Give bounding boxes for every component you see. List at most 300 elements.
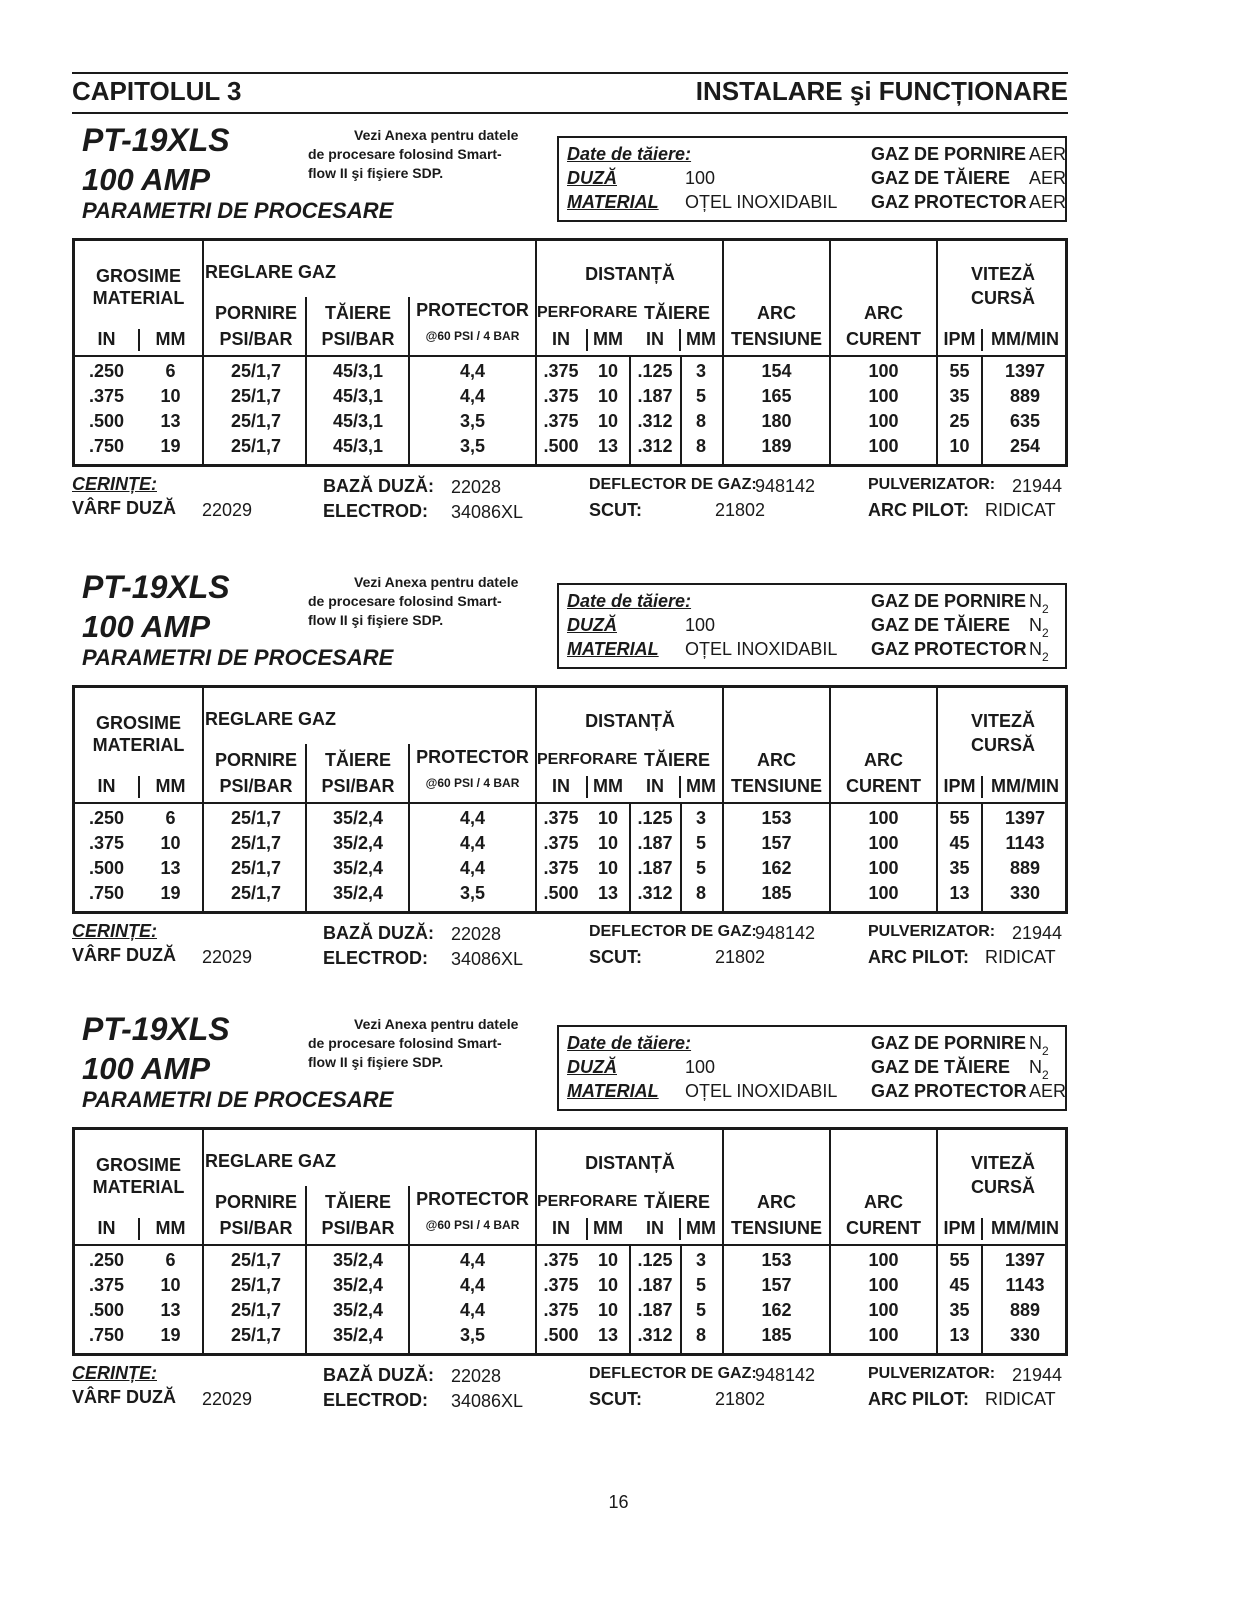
table-cell: 25 (949, 411, 970, 431)
material-label: MATERIAL (567, 192, 659, 212)
header-divider (75, 1244, 1065, 1246)
table-cell: 153 (761, 1250, 792, 1270)
header-ipm: IPM (943, 329, 976, 349)
table-cell: 25/1,7 (230, 436, 282, 456)
table-cell: 5 (695, 386, 706, 406)
base-value: 22028 (451, 924, 502, 944)
table-cell: 165 (761, 386, 792, 406)
table-cell: 100 (868, 833, 899, 853)
column-divider (202, 688, 204, 911)
table-cell: 25/1,7 (230, 411, 282, 431)
cut-gas-label: GAZ DE TĂIERE (871, 168, 1011, 188)
cutting-data-box (557, 583, 1067, 669)
shield-value: 21802 (715, 1389, 766, 1409)
header-start: PORNIRE (214, 750, 297, 770)
table-cell: .375 (543, 833, 579, 853)
tip-label: VÂRF DUZĂ (72, 945, 176, 965)
column-speed-ipm (938, 1248, 981, 1348)
table-cell: 4,4 (459, 808, 486, 828)
column-pierce-mm (587, 359, 629, 459)
table-cell: .500 (543, 883, 579, 903)
table-cell: 6 (165, 808, 176, 828)
table-cell: 45/3,1 (332, 411, 384, 431)
header-in: IN (97, 1218, 116, 1238)
table-cell: .375 (543, 1300, 579, 1320)
electrode-label: ELECTROD: (323, 1390, 428, 1410)
table-cell: 35/2,4 (332, 883, 384, 903)
shield-label: SCUT: (589, 1389, 642, 1409)
pilot-arc-label: ARC PILOT: (868, 947, 969, 967)
nozzle-label: DUZĂ (567, 168, 617, 188)
base-value: 22028 (451, 477, 502, 497)
table-cell: 25/1,7 (230, 1250, 282, 1270)
column-start-psi (205, 806, 307, 906)
table-cell: .375 (543, 1250, 579, 1270)
column-thickness-in (75, 359, 138, 459)
header-material: MATERIAL (92, 735, 185, 755)
table-cell: 157 (761, 833, 792, 853)
table-cell: 25/1,7 (230, 883, 282, 903)
chapter-number: CAPITOLUL 3 (72, 76, 242, 106)
column-start-psi (205, 359, 307, 459)
table-cell: .250 (88, 361, 125, 381)
header-grosime: GROSIME (95, 713, 181, 733)
process-parameter-table (72, 685, 1068, 914)
column-thickness-mm (139, 1248, 202, 1348)
table-cell: 1397 (1004, 361, 1046, 381)
header-mm-min: MM/MIN (991, 776, 1059, 796)
section-subtitle: PARAMETRI DE PROCESARE (82, 645, 394, 670)
table-cell: 3,5 (459, 883, 486, 903)
table-cell: 35/2,4 (332, 858, 384, 878)
column-cut-height-mm (680, 359, 722, 459)
section-subtitle: PARAMETRI DE PROCESARE (82, 1087, 394, 1112)
atomizer-label: PULVERIZATOR: (868, 476, 996, 493)
table-cell: 5 (695, 1275, 706, 1295)
amperage: 100 AMP (82, 162, 211, 197)
column-thickness-in (75, 806, 138, 906)
deflector-label: DEFLECTOR DE GAZ: (589, 476, 757, 493)
header-travel: CURSĂ (970, 1177, 1035, 1197)
column-shield-gas (410, 1248, 535, 1348)
table-cell: 25/1,7 (230, 858, 282, 878)
header-mm-min: MM/MIN (991, 329, 1059, 349)
table-cell: 13 (949, 1325, 970, 1345)
column-cut-height-in (631, 806, 679, 906)
nozzle-value: 100 (685, 615, 716, 635)
table-cell: 25/1,7 (230, 361, 282, 381)
header-arc-voltage: ARC (757, 750, 796, 770)
material-value: OȚEL INOXIDABIL (685, 1081, 838, 1101)
table-cell: 889 (1009, 858, 1041, 878)
table-cell: .500 (88, 1300, 125, 1320)
table-cell: 3 (695, 808, 706, 828)
process-parameter-table (72, 1127, 1068, 1356)
table-cell: .500 (543, 436, 579, 456)
header-voltage: TENSIUNE (730, 776, 822, 796)
table-cell: .312 (637, 883, 673, 903)
deflector-value: 948142 (755, 1365, 816, 1385)
header-speed: VITEZĂ (970, 711, 1035, 731)
atomizer-label: PULVERIZATOR: (868, 923, 996, 940)
table-cell: 10 (949, 436, 970, 456)
header-grosime: GROSIME (95, 266, 181, 286)
note-line: Vezi Anexa pentru datele (354, 1016, 519, 1032)
table-cell: 35 (949, 858, 970, 878)
electrode-label: ELECTROD: (323, 501, 428, 521)
header-cut: TĂIERE (324, 750, 391, 770)
header-current: CURENT (846, 1218, 921, 1238)
table-cell: 10 (597, 808, 619, 828)
table-cell: 3,5 (459, 1325, 486, 1345)
column-speed-mm-min (982, 359, 1068, 459)
note-line: Vezi Anexa pentru datele (354, 127, 519, 143)
requirements-title: CERINȚE: (72, 1363, 157, 1383)
table-cell: 19 (160, 436, 181, 456)
table-cell: 635 (1009, 411, 1041, 431)
header-voltage: TENSIUNE (730, 329, 822, 349)
table-cell: .750 (88, 436, 125, 456)
table-cell: 35/2,4 (332, 833, 384, 853)
tip-label: VÂRF DUZĂ (72, 1387, 176, 1407)
header-psibar-start: PSI/BAR (219, 329, 293, 349)
header-gas-settings: REGLARE GAZ (205, 262, 337, 282)
header-mm-min: MM/MIN (991, 1218, 1059, 1238)
table-cell: 8 (695, 1325, 706, 1345)
table-cell: 10 (597, 411, 619, 431)
pilot-arc-value: RIDICAT (985, 1389, 1056, 1409)
electrode-value: 34086XL (451, 1391, 524, 1411)
column-arc-voltage (724, 806, 829, 906)
requirements (0, 1361, 1237, 1411)
note-line: flow II şi fişiere SDP. (308, 612, 444, 628)
appendix-note (308, 1015, 536, 1072)
parameter-section (0, 957, 1237, 1411)
table-cell: 10 (160, 833, 181, 853)
table-cell: 180 (761, 411, 792, 431)
start-gas-value: AER (1029, 144, 1067, 164)
material-value: OȚEL INOXIDABIL (685, 639, 838, 659)
table-cell: 35/2,4 (332, 1325, 384, 1345)
table-cell: 19 (160, 883, 181, 903)
header-psibar-cut: PSI/BAR (321, 1218, 395, 1238)
nozzle-value: 100 (685, 1057, 716, 1077)
table-cell: 25/1,7 (230, 1275, 282, 1295)
header-shield: PROTECTOR (416, 747, 529, 767)
table-cell: 162 (761, 858, 792, 878)
header-psibar-cut: PSI/BAR (321, 329, 395, 349)
material-label: MATERIAL (567, 639, 659, 659)
table-cell: .250 (88, 808, 125, 828)
table-cell: 154 (761, 361, 792, 381)
table-cell: 45 (949, 1275, 970, 1295)
table-cell: 100 (868, 1325, 899, 1345)
column-speed-mm-min (982, 806, 1068, 906)
table-cell: .312 (637, 411, 673, 431)
column-arc-current (831, 1248, 936, 1348)
table-cell: .125 (637, 1250, 673, 1270)
table-cell: .375 (543, 386, 579, 406)
table-cell: .250 (88, 1250, 125, 1270)
header-psi-note: @60 PSI / 4 BAR (425, 776, 520, 790)
table-cell: 3,5 (459, 436, 486, 456)
header-psi-note: @60 PSI / 4 BAR (425, 329, 520, 343)
torch-model: PT-19XLS (82, 569, 230, 605)
table-cell: 55 (949, 808, 970, 828)
table-cell: 10 (597, 361, 619, 381)
table-cell: 45/3,1 (332, 436, 384, 456)
table-cell: .500 (88, 858, 125, 878)
page-number: 16 (608, 1492, 629, 1512)
material-value: OȚEL INOXIDABIL (685, 192, 838, 212)
base-label: BAZĂ DUZĂ: (323, 1365, 434, 1385)
header-speed: VITEZĂ (970, 264, 1035, 284)
table-cell: 35/2,4 (332, 1275, 384, 1295)
table-cell: 10 (597, 833, 619, 853)
header-current: CURENT (846, 776, 921, 796)
table-cell: 8 (695, 436, 706, 456)
table-cell: .375 (543, 808, 579, 828)
table-cell: 254 (1009, 436, 1041, 456)
header-divider (75, 355, 1065, 357)
table-cell: .187 (637, 386, 673, 406)
header-cut-mm: MM (686, 1218, 716, 1238)
cut-gas-value: AER (1029, 168, 1067, 188)
base-label: BAZĂ DUZĂ: (323, 923, 434, 943)
column-thickness-mm (139, 359, 202, 459)
header-cut-height: TĂIERE (643, 1192, 710, 1212)
table-cell: 4,4 (459, 386, 486, 406)
header-pierce: PERFORARE (537, 1193, 638, 1210)
table-cell: 1397 (1004, 1250, 1046, 1270)
header-mm: MM (155, 1218, 186, 1238)
table-cell: 55 (949, 1250, 970, 1270)
header-pierce: PERFORARE (537, 304, 638, 321)
column-pierce-in (537, 806, 585, 906)
header-shield: PROTECTOR (416, 300, 529, 320)
table-cell: 35 (949, 1300, 970, 1320)
header-psibar-start: PSI/BAR (219, 776, 293, 796)
header-cut-in: IN (646, 1218, 664, 1238)
cut-data-title: Date de tăiere: (567, 591, 692, 611)
table-cell: 45 (949, 833, 970, 853)
table-cell: 13 (160, 858, 181, 878)
start-gas-value: $N_2$ (1029, 591, 1049, 616)
electrode-label: ELECTROD: (323, 948, 428, 968)
cut-data-title: Date de tăiere: (567, 144, 692, 164)
table-cell: 100 (868, 411, 899, 431)
column-pierce-mm (587, 1248, 629, 1348)
table-cell: 25/1,7 (230, 386, 282, 406)
tip-label: VÂRF DUZĂ (72, 498, 176, 518)
header-pierce-mm: MM (593, 1218, 623, 1238)
table-cell: 185 (761, 883, 792, 903)
table-cell: 25/1,7 (230, 808, 282, 828)
note-line: Vezi Anexa pentru datele (354, 574, 519, 590)
start-gas-value: $N_2$ (1029, 1033, 1049, 1058)
header-pierce-in: IN (552, 776, 570, 796)
column-cut-psi (307, 359, 409, 459)
header-pierce: PERFORARE (537, 751, 638, 768)
column-cut-psi (307, 806, 409, 906)
table-cell: 100 (868, 361, 899, 381)
header-gas-settings: REGLARE GAZ (205, 709, 337, 729)
header-pierce-mm: MM (593, 329, 623, 349)
table-cell: .375 (88, 386, 125, 406)
header-cut-height: TĂIERE (643, 303, 710, 323)
table-cell: 330 (1009, 1325, 1041, 1345)
cutting-data-box (557, 1025, 1067, 1111)
header-shield: PROTECTOR (416, 1189, 529, 1209)
note-line: flow II şi fişiere SDP. (308, 165, 444, 181)
header-pierce-mm: MM (593, 776, 623, 796)
table-cell: 4,4 (459, 1250, 486, 1270)
parameter-section (0, 515, 1237, 969)
column-speed-ipm (938, 359, 981, 459)
start-gas-label: GAZ DE PORNIRE (871, 591, 1027, 611)
column-arc-voltage (724, 1248, 829, 1348)
header-cut-mm: MM (686, 329, 716, 349)
table-cell: 25/1,7 (230, 833, 282, 853)
table-cell: 8 (695, 411, 706, 431)
cut-gas-label: GAZ DE TĂIERE (871, 615, 1011, 635)
column-cut-height-mm (680, 1248, 722, 1348)
appendix-note (308, 573, 536, 630)
table-cell: 3,5 (459, 411, 486, 431)
tip-value: 22029 (202, 947, 253, 967)
table-cell: .187 (637, 833, 673, 853)
column-thickness-mm (139, 806, 202, 906)
header-pierce-in: IN (552, 1218, 570, 1238)
column-pierce-mm (587, 806, 629, 906)
tip-value: 22029 (202, 1389, 253, 1409)
table-cell: 10 (597, 858, 619, 878)
table-cell: 6 (165, 361, 176, 381)
table-cell: 35/2,4 (332, 1250, 384, 1270)
table-cell: 4,4 (459, 361, 486, 381)
table-cell: 10 (160, 386, 181, 406)
header-psi-note: @60 PSI / 4 BAR (425, 1218, 520, 1232)
shield-value: 21802 (715, 947, 766, 967)
column-arc-voltage (724, 359, 829, 459)
note-line: de procesare folosind Smart- (308, 1035, 502, 1051)
table-cell: 153 (761, 808, 792, 828)
table-cell: 1143 (1005, 1275, 1045, 1295)
header-ipm: IPM (943, 776, 976, 796)
note-line: flow II şi fişiere SDP. (308, 1054, 444, 1070)
header-start: PORNIRE (214, 303, 297, 323)
table-cell: 5 (695, 858, 706, 878)
table-cell: 1397 (1004, 808, 1046, 828)
torch-model: PT-19XLS (82, 1011, 230, 1047)
header-cut-height: TĂIERE (643, 750, 710, 770)
header-travel: CURSĂ (970, 735, 1035, 755)
cut-gas-value: $N_2$ (1029, 1057, 1049, 1082)
header-cut-mm: MM (686, 776, 716, 796)
table-cell: 10 (597, 1275, 619, 1295)
column-divider (202, 241, 204, 464)
header-current: CURENT (846, 329, 921, 349)
header-cut: TĂIERE (324, 1192, 391, 1212)
header-mm: MM (155, 776, 186, 796)
table-cell: 55 (949, 361, 970, 381)
shield-gas-label: GAZ PROTECTOR (871, 639, 1027, 659)
requirements-title: CERINȚE: (72, 921, 157, 941)
table-cell: 100 (868, 1250, 899, 1270)
shield-gas-value: AER (1029, 192, 1067, 212)
table-cell: 3 (695, 361, 706, 381)
header-arc-voltage: ARC (757, 303, 796, 323)
table-cell: 19 (160, 1325, 181, 1345)
table-cell: 13 (160, 1300, 181, 1320)
shield-label: SCUT: (589, 500, 642, 520)
section-subtitle: PARAMETRI DE PROCESARE (82, 198, 394, 223)
header-distance: DISTANȚĂ (585, 711, 675, 731)
table-cell: 100 (868, 808, 899, 828)
column-shield-gas (410, 806, 535, 906)
chapter-title: INSTALARE şi FUNCȚIONARE (695, 76, 1068, 106)
table-cell: 1143 (1005, 833, 1045, 853)
table-cell: .187 (637, 1275, 673, 1295)
table-cell: 4,4 (459, 858, 486, 878)
header-in: IN (97, 776, 116, 796)
table-cell: 13 (160, 411, 181, 431)
table-cell: 45/3,1 (332, 386, 384, 406)
appendix-note (308, 126, 536, 183)
table-cell: 25/1,7 (230, 1300, 282, 1320)
column-start-psi (205, 1248, 307, 1348)
shield-gas-label: GAZ PROTECTOR (871, 192, 1027, 212)
pilot-arc-value: RIDICAT (985, 947, 1056, 967)
deflector-label: DEFLECTOR DE GAZ: (589, 923, 757, 940)
pilot-arc-label: ARC PILOT: (868, 1389, 969, 1409)
deflector-value: 948142 (755, 476, 816, 496)
header-distance: DISTANȚĂ (585, 1153, 675, 1173)
column-speed-mm-min (982, 1248, 1068, 1348)
header-arc-current: ARC (864, 1192, 903, 1212)
header-start: PORNIRE (214, 1192, 297, 1212)
column-arc-current (831, 359, 936, 459)
start-gas-label: GAZ DE PORNIRE (871, 144, 1027, 164)
header-cut: TĂIERE (324, 303, 391, 323)
table-cell: 35/2,4 (332, 1300, 384, 1320)
table-cell: .312 (637, 436, 673, 456)
table-cell: 4,4 (459, 1300, 486, 1320)
table-cell: .375 (543, 858, 579, 878)
table-cell: .375 (543, 361, 579, 381)
cutting-data-box (557, 136, 1067, 222)
table-cell: 185 (761, 1325, 792, 1345)
column-cut-height-in (631, 359, 679, 459)
table-cell: 157 (761, 1275, 792, 1295)
header-pierce-in: IN (552, 329, 570, 349)
table-cell: 100 (868, 386, 899, 406)
header-arc-voltage: ARC (757, 1192, 796, 1212)
header-distance: DISTANȚĂ (585, 264, 675, 284)
table-cell: 8 (695, 883, 706, 903)
shield-label: SCUT: (589, 947, 642, 967)
header-arc-current: ARC (864, 750, 903, 770)
table-cell: 10 (160, 1275, 181, 1295)
table-cell: .187 (637, 1300, 673, 1320)
header-material: MATERIAL (92, 288, 185, 308)
table-cell: 13 (949, 883, 970, 903)
table-cell: 100 (868, 858, 899, 878)
base-value: 22028 (451, 1366, 502, 1386)
shield-gas-value: AER (1029, 1081, 1067, 1101)
requirements-title: CERINȚE: (72, 474, 157, 494)
table-cell: 5 (695, 833, 706, 853)
